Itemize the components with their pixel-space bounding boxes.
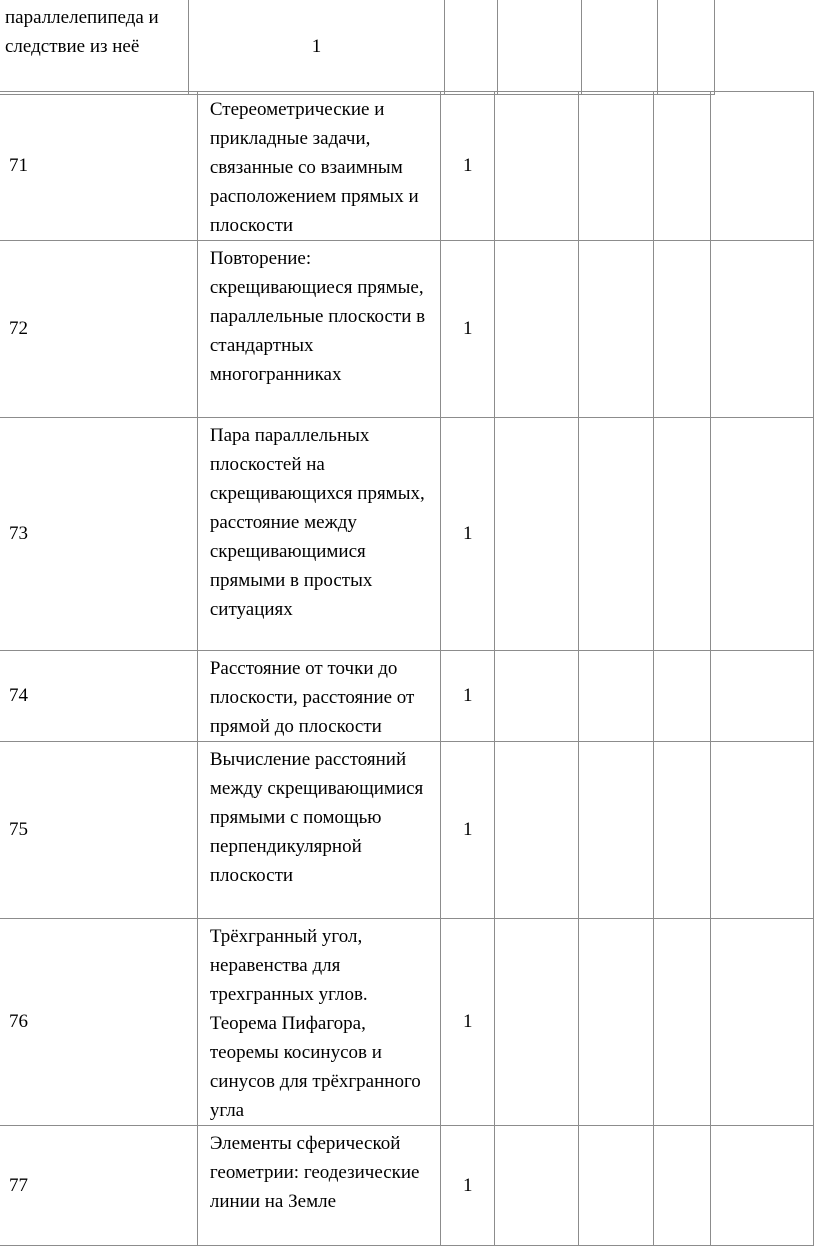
lesson-hours: 1	[441, 742, 495, 919]
lesson-number: 77	[0, 1126, 197, 1246]
table-row	[0, 742, 814, 919]
lesson-number: 72	[0, 241, 197, 418]
empty-cell	[495, 241, 578, 418]
lesson-hours: 1	[441, 1126, 495, 1246]
empty-cell	[710, 651, 813, 742]
empty-cell	[578, 1126, 653, 1246]
empty-cell	[578, 92, 653, 241]
lesson-hours: 1	[441, 92, 495, 241]
empty-cell	[654, 742, 711, 919]
table-body	[0, 92, 814, 1246]
table-row	[0, 651, 814, 742]
table-row	[0, 919, 814, 1126]
empty-cell	[495, 742, 578, 919]
empty-cell	[495, 919, 578, 1126]
empty-cell	[710, 92, 813, 241]
empty-cell	[710, 919, 813, 1126]
lesson-number: 74	[0, 651, 197, 742]
table-row	[0, 241, 814, 418]
lesson-topic: Стереометрические и прикладные задачи, связанные со взаимным расположением прямых и плоскости	[197, 92, 441, 241]
table-row	[0, 1126, 814, 1246]
empty-cell	[578, 742, 653, 919]
empty-cell	[578, 418, 653, 651]
empty-cell	[495, 651, 578, 742]
lesson-topic: Пара параллельных плоскостей на скрещивающихся прямых, расстояние между скрещивающимися прямыми в простых ситуациях	[197, 418, 441, 651]
lesson-number: 75	[0, 742, 197, 919]
lesson-topic: Повторение: скрещивающиеся прямые, параллельные плоскости в стандартных многогранниках	[197, 241, 441, 418]
lesson-hours: 1	[441, 241, 495, 418]
empty-cell	[498, 0, 582, 95]
empty-cell	[654, 241, 711, 418]
lesson-topic: Вычисление расстояний между скрещивающимися прямыми с помощью перпендикулярной плоскости	[197, 742, 441, 919]
empty-cell	[654, 418, 711, 651]
empty-cell	[654, 1126, 711, 1246]
continued-row-block	[0, 0, 816, 92]
empty-cell	[710, 418, 813, 651]
empty-cell	[445, 0, 498, 95]
empty-cell	[495, 92, 578, 241]
empty-cell	[582, 0, 658, 95]
empty-cell	[710, 742, 813, 919]
empty-cell	[578, 651, 653, 742]
empty-cell	[495, 1126, 578, 1246]
hours-text: 1	[311, 36, 322, 57]
lesson-plan-table	[0, 91, 814, 1246]
table-row	[0, 418, 814, 651]
lesson-topic: Расстояние от точки до плоскости, расстояние от прямой до плоскости	[197, 651, 441, 742]
hours-cell	[189, 0, 445, 95]
lesson-hours: 1	[441, 651, 495, 742]
empty-cell	[654, 92, 711, 241]
topic-text: параллелепипеда и следствие из неё	[5, 7, 159, 57]
lesson-number: 71	[0, 92, 197, 241]
table-row	[0, 92, 814, 241]
empty-cell	[654, 919, 711, 1126]
lesson-number: 73	[0, 418, 197, 651]
topic-cell	[0, 0, 189, 95]
lesson-hours: 1	[441, 919, 495, 1126]
empty-cell	[658, 0, 715, 95]
continued-row-table	[0, 0, 715, 95]
lesson-number: 76	[0, 919, 197, 1126]
lesson-hours: 1	[441, 418, 495, 651]
empty-cell	[578, 919, 653, 1126]
lesson-topic: Элементы сферической геометрии: геодезические линии на Земле	[197, 1126, 441, 1246]
lesson-topic: Трёхгранный угол, неравенства для трехгранных углов. Теорема Пифагора, теоремы косинусов и синусов для трёхгранного угла	[197, 919, 441, 1126]
empty-cell	[578, 241, 653, 418]
empty-cell	[654, 651, 711, 742]
empty-cell	[495, 418, 578, 651]
empty-cell	[710, 1126, 813, 1246]
table-row	[0, 0, 715, 95]
empty-cell	[710, 241, 813, 418]
